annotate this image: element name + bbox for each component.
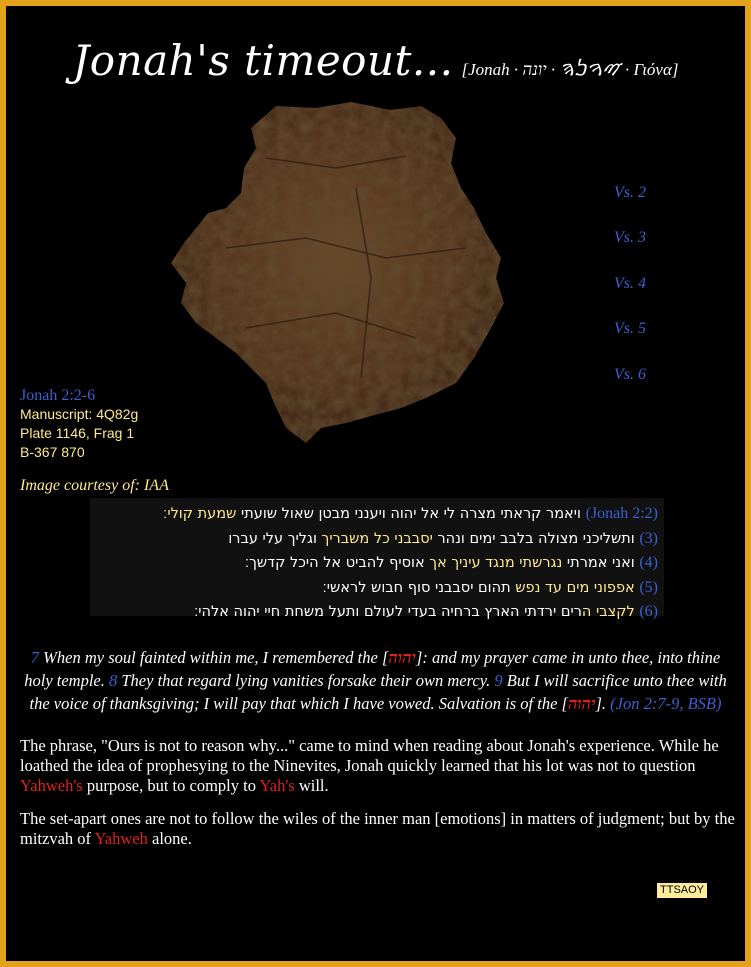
divine-name: יהוה <box>567 694 596 713</box>
divine-name: יהוה <box>388 648 416 667</box>
manuscript-reference: Jonah 2:2-6 <box>20 387 96 404</box>
manuscript-plate: Plate 1146, Frag 1 <box>20 425 135 441</box>
hebrew-line <box>90 527 658 552</box>
paragraph-text: The phrase, "Ours is not to reason why..." came to mind when reading about Jonah's experience. While he loathed the idea of prophesying to the Ninevites, Jonah quickly learned that his lot was not to question <box>20 736 719 775</box>
hebrew-text: ואני אמרתי <box>562 555 640 571</box>
verse-number: 9 <box>494 671 503 690</box>
divine-name: Yahweh <box>94 829 148 848</box>
hebrew-text: ויאמר קראתי מצרה לי אל יהוה ויענני מבטן שאול שועתי <box>236 506 586 522</box>
hebrew-highlight: נגרשתי מנגד עיניך אך <box>429 555 563 571</box>
scroll-fragment-image <box>156 98 516 448</box>
commentary-paragraph-2 <box>20 809 735 849</box>
hebrew-text: אוסיף להביט אל היכל קדשך׃ <box>244 555 430 571</box>
hebrew-line <box>90 600 658 625</box>
quote-text: They that regard lying vanities forsake their own mercy. <box>117 671 495 690</box>
hebrew-highlight: שמעת קולי׃ <box>163 506 237 522</box>
page-title: Jonah's timeout... <box>72 36 454 85</box>
paragraph-text: purpose, but to comply to <box>82 776 260 795</box>
divine-name: Yah's <box>259 776 295 795</box>
paragraph-text: The set-apart ones are not to follow the wiles of the inner man [emotions] in matters of judgment; but by the mitzvah of <box>20 809 735 848</box>
hebrew-text: וגליך עלי עברו <box>228 530 322 547</box>
quote-text: When my soul fainted within me, I remembered the [ <box>39 648 389 667</box>
quote-text: But I will sacrifice unto thee with the voice of thanksgiving; I will pay that which I have vowed. Salvation is of the [ <box>29 671 727 713</box>
verse-marker-4: Vs. 4 <box>614 275 646 292</box>
quote-text: ]. <box>595 694 607 713</box>
hebrew-line <box>90 551 658 576</box>
verse-number: 8 <box>109 671 118 690</box>
verse-number: (3) <box>639 529 658 547</box>
verse-number: (5) <box>639 578 658 596</box>
hebrew-line <box>90 502 658 527</box>
quote-citation: (Jon 2:7-9, BSB) <box>610 694 722 713</box>
manuscript-id: Manuscript: 4Q82g <box>20 406 139 422</box>
manuscript-number: B-367 870 <box>20 444 85 460</box>
verse-marker-5: Vs. 5 <box>614 320 646 337</box>
hebrew-highlight: יסבבני כל משבריך <box>321 530 433 547</box>
divine-name: Yahweh's <box>20 776 83 795</box>
hebrew-line <box>90 576 658 601</box>
paragraph-text: will. <box>294 776 329 795</box>
hebrew-highlight: אפפוני מים עד נפש <box>515 579 635 596</box>
page-subtitle: [Jonah · ࠉࠅࠍࠄ · יונה · Γιόνα] <box>461 60 679 79</box>
verse-marker-3: Vs. 3 <box>614 229 646 246</box>
hebrew-text-box <box>90 498 664 620</box>
title-row <box>6 36 745 85</box>
hebrew-highlight: לקצבי ה <box>581 604 635 620</box>
verse-number: 7 <box>30 648 40 667</box>
quote-text: ]: and my prayer came in unto thee, into thine holy temple. <box>24 648 721 690</box>
verse-marker-6: Vs. 6 <box>614 366 646 383</box>
hebrew-text: תהום יסבבני סוף חבוש לראשי׃ <box>322 579 516 596</box>
verse-number: (Jonah 2:2) <box>585 505 658 522</box>
image-courtesy: Image courtesy of: IAA <box>20 477 169 494</box>
commentary-paragraph-1 <box>20 736 735 796</box>
verse-marker-2: Vs. 2 <box>614 184 646 201</box>
signature-badge: TTSAOY <box>657 883 707 898</box>
hebrew-text: ותשליכני מצולה בלבב ימים ונהר <box>432 530 640 547</box>
hebrew-text: רים ירדתי הארץ ברחיה בעדי לעולם ותעל משחת חיי יהוה אלהי׃ <box>194 604 582 620</box>
verse-number: (6) <box>639 603 658 620</box>
scripture-quote <box>16 646 735 715</box>
page <box>6 6 745 961</box>
paragraph-text: alone. <box>147 829 192 848</box>
manuscript-info <box>20 386 138 462</box>
verse-number: (4) <box>639 554 658 571</box>
